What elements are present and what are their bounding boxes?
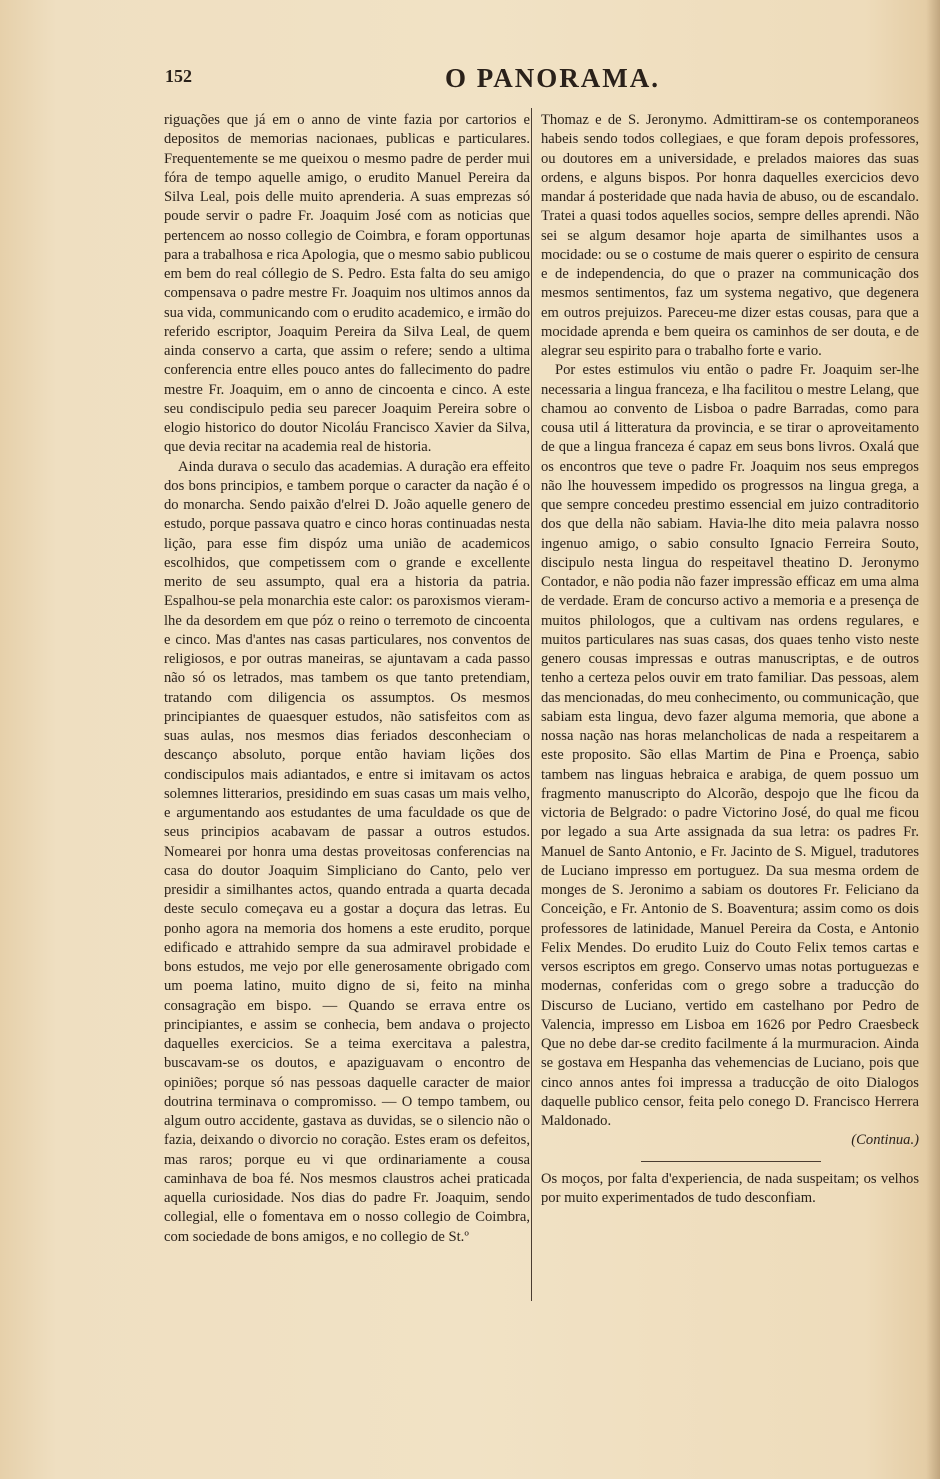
page-number: 152: [165, 66, 192, 86]
left-column: [164, 111, 530, 1247]
right-paragraph-1: Thomaz e de S. Jeronymo. Admittiram-se os contemporaneos habeis sendo todos collegiaes, e que foram depois professores, ou doutores em a universidade, e prelados maiores das suas ordens, e alguns bispos. Por honra daquelles exercicios devo mandar á posteridade que nada havia de abuso, ou de escandalo. Tratei a quasi todos aquelles socios, sempre delles aprendi. Não sei se algum desamor hoje aparta de similhantes usos a mocidade: ou se o costume de mais querer o espirito de censura e de independencia, do que o prazer na communicação dos mesmos sentimentos, faz um systema negativo, que degenera em outros prejuizos. Pareceu-me dizer estas cousas, para que a mocidade aprenda e bem queira os caminhos de ser douta, e de alegrar seu espirito para o trabalho forte e vario.: [541, 112, 919, 359]
right-column: [541, 111, 919, 1208]
column-divider: [531, 108, 532, 1301]
left-paragraph-1: riguações que já em o anno de vinte fazia por cartorios e depositos de memorias nacionaes, publicas e particulares. Frequentemente se me queixou o mesmo padre de perder mui fóra de tempo aquelle amigo, o erudito Manuel Pereira da Silva Leal, pois delle muito aprenderia. A suas emprezas só poude servir o padre Fr. Joaquim José com as noticias que pertencem ao nosso collegio de Coimbra, e foram opportunas para a trabalhosa e rica Apologia, que o mesmo sabio publicou em bem do real cóllegio de S. Pedro. Esta falta do seu amigo compensava o padre mestre Fr. Joaquim nos ultimos annos da sua vida, communicando com o erudito academico, e irmão do referido escriptor, Joaquim Pereira da Silva Leal, de quem ainda conservo a carta, que assim o refere; sendo a ultima conferencia entre elles pouco antes do fallecimento do padre mestre Fr. Joaquim, em o anno de cincoenta e cinco. A este seu condiscipulo pedia seu parecer Joaquim Pereira sobre o elogio historico do doutor Nicoláu Francisco Xavier da Silva, que devia recitar na academia real de historia.: [164, 112, 530, 456]
journal-title: O PANORAMA.: [445, 63, 660, 93]
left-paragraph-2: Ainda durava o seculo das academias. A duração era effeito dos bons principios, e tambem porque o caracter da nação é o do monarcha. Sendo paixão d'elrei D. João aquelle genero de estudo, porque passava quatro e cinco horas continuadas nesta lição, para esse fim dispóz uma união de academicos escolhidos, que competissem com o grande e excellente merito de seu assumpto, qual era a historia da patria. Espalhou-se pela monarchia este calor: os paroxismos vieram-lhe da desordem em que póz o reino o terremoto de cincoenta e cinco. Mas d'antes nas casas particulares, nos conventos de religiosos, e por outras maneiras, se ajuntavam a cada passo não só os letrados, mas tambem os que tanto pretendiam, tratando com diligencia os assumptos. Os mesmos principiantes de quaesquer estudos, não satisfeitos com as suas aulas, nos mesmos dias feriados desconheciam o descanço absoluto, porque então haviam lições dos condiscipulos mais adiantados, e entre si imitavam os actos solemnes litterarios, presidindo em suas casas um mais velho, e argumentando aos estudantes de uma faculdade os que de seus principios acabavam de passar a outros estudos. Nomearei por honra uma destas proveitosas conferencias na casa do doutor Joaquim Simpliciano do Canto, pelo ver presidir a similhantes actos, quando entrada a quarta decada deste seculo começava eu a gostar a doçura das letras. Eu ponho agora na memoria dos homens a este erudito, porque edificado e attrahido sempre da sua admiravel probidade e bons estudos, me vejo por elle generosamente obrigado com um poema latino, muito digno de si, feito na minha consagração em bispo. — Quando se errava entre os principiantes, e assim se conhecia, bem andava o projecto daquelles exercicios. Se a teima exercitava a palestra, buscavam-se os doutos, e apaziguavam o encontro de opiniões; porque só nas pessoas daquelle caracter de maior doutrina terminava o compromisso. — O tempo tambem, ou algum outro accidente, gastava as duvidas, se o silencio não o fazia, deixando o divorcio no coração. Estes eram os defeitos, mas raros; porque eu vi que ordinariamente a cousa caminhava de boa fé. Nos mesmos claustros achei praticada aquella curiosidade. Nos dias do padre Fr. Joaquim, sendo collegial, elle o fomentava em o nosso collegio de Coimbra, com sociedade de bons amigos, e no collegio de St.º: [164, 458, 530, 1245]
continua-label: (Continua.): [851, 1132, 919, 1149]
page-edge-shadow: [926, 0, 940, 1479]
page-header: [160, 63, 928, 106]
maxim-text: Os moços, por falta d'experiencia, de nada suspeitam; os velhos por muito experimentados de tudo desconfiam.: [541, 1170, 919, 1206]
note-divider: [641, 1161, 821, 1162]
right-paragraph-2: Por estes estimulos viu então o padre Fr. Joaquim ser-lhe necessaria a lingua franceza, e lha facilitou o mestre Lelang, que chamou ao convento de Lisboa o padre Barradas, como para cousa util á litteratura da provincia, e se tirar o aproveitamento de que a lingua franceza é capaz em seus bons livros. Oxalá que os encontros que teve o padre Fr. Joaquim nos seus empregos não lhe houvessem impedido os progressos na lingua grega, a que sempre concedeu prestimo essencial em juizo contraditorio dos que della não sabiam. Havia-lhe dito meia palavra nosso ingenuo amigo, o sabio consulto Ignacio Ferreira Souto, discipulo nesta lingua do respeitavel theatino D. Jeronymo Contador, e não podia não fazer impressão efficaz em uma alma de verdade. Eram de concurso activo a memoria e a presença de muitos philologos, que a cultivam nas ordens regulares, e muitos particulares nas suas casas, dos quaes tenho visto neste genero cousas impressas e outras manuscriptas, e de outros tenho a certeza pelos ouvir em trato familiar. Das pessoas, alem das mencionadas, do meu conhecimento, ou communicação, que sabiam esta lingua, devo fazer alguma memoria, que abone a nossa nação nas horas melancholicas de nada a respeitarem a este proposito. São ellas Martim de Pina e Proença, sabio tambem nas linguas hebraica e arabiga, de quem possuo um fragmento manuscripto do Alcorão, despojo que lhe ficou da victoria de Belgrado: o padre Victorino José, do qual me ficou por legado a sua Arte assignada da sua letra: os padres Fr. Manuel de Santo Antonio, e Fr. Jacinto de S. Miguel, tradutores de Luciano impresso em portuguez. Da sua mesma ordem de monges de S. Jeronimo a sabiam os doutores Fr. Feliciano da Conceição, e Fr. Antonio de S. Boaventura; assim como os dois professores de latinidade, Manuel Pereira da Costa, e Antonio Felix Mendes. Do erudito Luiz do Couto Felix temos cartas e versos escriptos em grego. Conservo umas notas portuguezas e modernas, conferidas com o grego sobre a traducção do Discurso de Luciano, vertido em castelhano por Pedro de Valencia, impresso em Lisboa em 1626 por Pedro Craesbeck Que no debe dar-se credito facilmente á la murmuracion. Ainda se gostava em Hespanha das vehemencias de Luciano, pois que cinco annos antes foi impressa a traducção de oito Dialogos daquelle publico censor, feita pelo conego D. Francisco Herrera Maldonado.: [541, 362, 919, 1129]
